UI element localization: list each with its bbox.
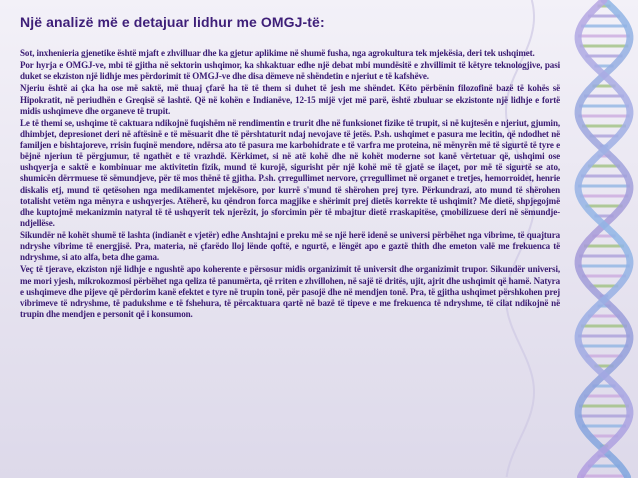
paragraph: Njeriu është ai çka ha ose më saktë, më thuaj çfarë ha të të them si duhet të jesh me shëndet. Këto përbënin filozofinë bazë të kohës së Hipokratit, në periudhën e Greqisë së lashtë. Që në kohën e Indianëve, 12-15 mijë vjet më parë, është zbuluar se ekzistonte një lidhje e fortë midis ushqimeve dhe organeve të trupit.	[20, 83, 560, 116]
paragraph: Sot, inxhenieria gjenetike është mjaft e zhvilluar dhe ka gjetur aplikime në shumë fusha, nga agrokultura tek mjekësia, deri tek ushqimet.	[20, 48, 535, 58]
paragraph: Veç të tjerave, ekziston një lidhje e ngushtë apo koherente e përsosur midis organizimit të universit dhe organizimit trupor. Sikundër universi, me mori yjesh, mikrokozmosi përbëhet nga qeliza të panumërta, që rriten e zhvillohen, në sajë të dritës, ujit, ajrit dhe ushqimit që hamë. Natyra e ushqimeve dhe pijeve që përdorim kanë efektet e tyre në trupin tonë, për pasojë dhe në mendjen tonë. Pra, të gjitha ushqimet përshkohen prej vibrimeve të ndryshme, të padukshme e të fshehura, të përcaktuara qartë në bazë të tipeve e me frekuenca të ndryshme, të cilat ndikojnë në trupin dhe mendjen e personit që i konsumon.	[20, 264, 560, 319]
slide-body-text	[20, 48, 560, 321]
slide-title: Një analizë më e detajuar lidhur me OMGJ-të:	[20, 14, 325, 30]
paragraph: Sikundër në kohët shumë të lashta (indianët e vjetër) edhe Anshtajni e preku më se një herë idenë se universi përbëhet nga vibrime, të quajtura ndryshe vibrime të energjisë. Pra, materia, në çfarëdo lloj lënde qoftë, e ngurtë, e lëngët apo e gaztë thith dhe emeton valë me frekuenca të ndryshme, si ato alfa, beta dhe gama.	[20, 230, 560, 263]
paragraph: Le të themi se, ushqime të caktuara ndikojnë fuqishëm në rendimentin e trurit dhe në funksionet fizike të trupit, si në kujtesën e njeriut, gjumin, dhimbjet, depresionet deri në aftësinë e të mësuarit dhe të përshtaturit ndaj nevojave të jetës. P.sh. ushqimet e pasura me lecitin, që ndodhet në familjen e bishtajoreve, rrisin fuqinë mendore, ndërsa ato të pasura me karbohidrate e të varfra me proteina, në mënyrën më të sigurtë të tyre e bëjnë njeriun të përgjumur, të ngathët e të vrazhdë. Kërkimet, si në atë kohë dhe në kohët moderne sot kanë vërtetuar që, ushqimi ose ushqyerja e saktë e kombinuar me aktivitetin fizik, mund të kurojë, sigurisht për një kohë më të gjatë se ilaçet, por më të sigurtë se ato, shumicën dërrmuese të sëmundjeve, për të mos thënë të gjitha. P.sh. çrregullimet nervore, çrregullimet në organet e tretjes, hemorroidet, henrie diskalis etj, mund të qetësohen nga medikamentet mjekësore, por kurrë s'mund të shërohen prej tyre. Përkundrazi, ato mund të shërohen totalisht vetëm nga mënyra e ushqyerjes. Atëherë, ku qëndron forca magjike e shërimit prej dietës korrekte të ushqimit? Me dietë, shpjegojmë dhe kuptojmë mekanizmin natyral të të ushqyerit tek njerëzit, jo sforcimin për të mbajtur dietë rraskapitëse, çmobilizuese deri në sëmundje-ndjellëse.	[20, 117, 560, 228]
paragraph: Por hyrja e OMGJ-ve, mbi të gjitha në sektorin ushqimor, ka shkaktuar edhe një debat mbi mundësitë e zhvillimit të këtyre teknologjive, pasi duket se ekziston një lidhje mes përdorimit të OMGJ-ve dhe disa dëmeve në shëndetin e njeriut e të kafshëve.	[20, 60, 560, 82]
